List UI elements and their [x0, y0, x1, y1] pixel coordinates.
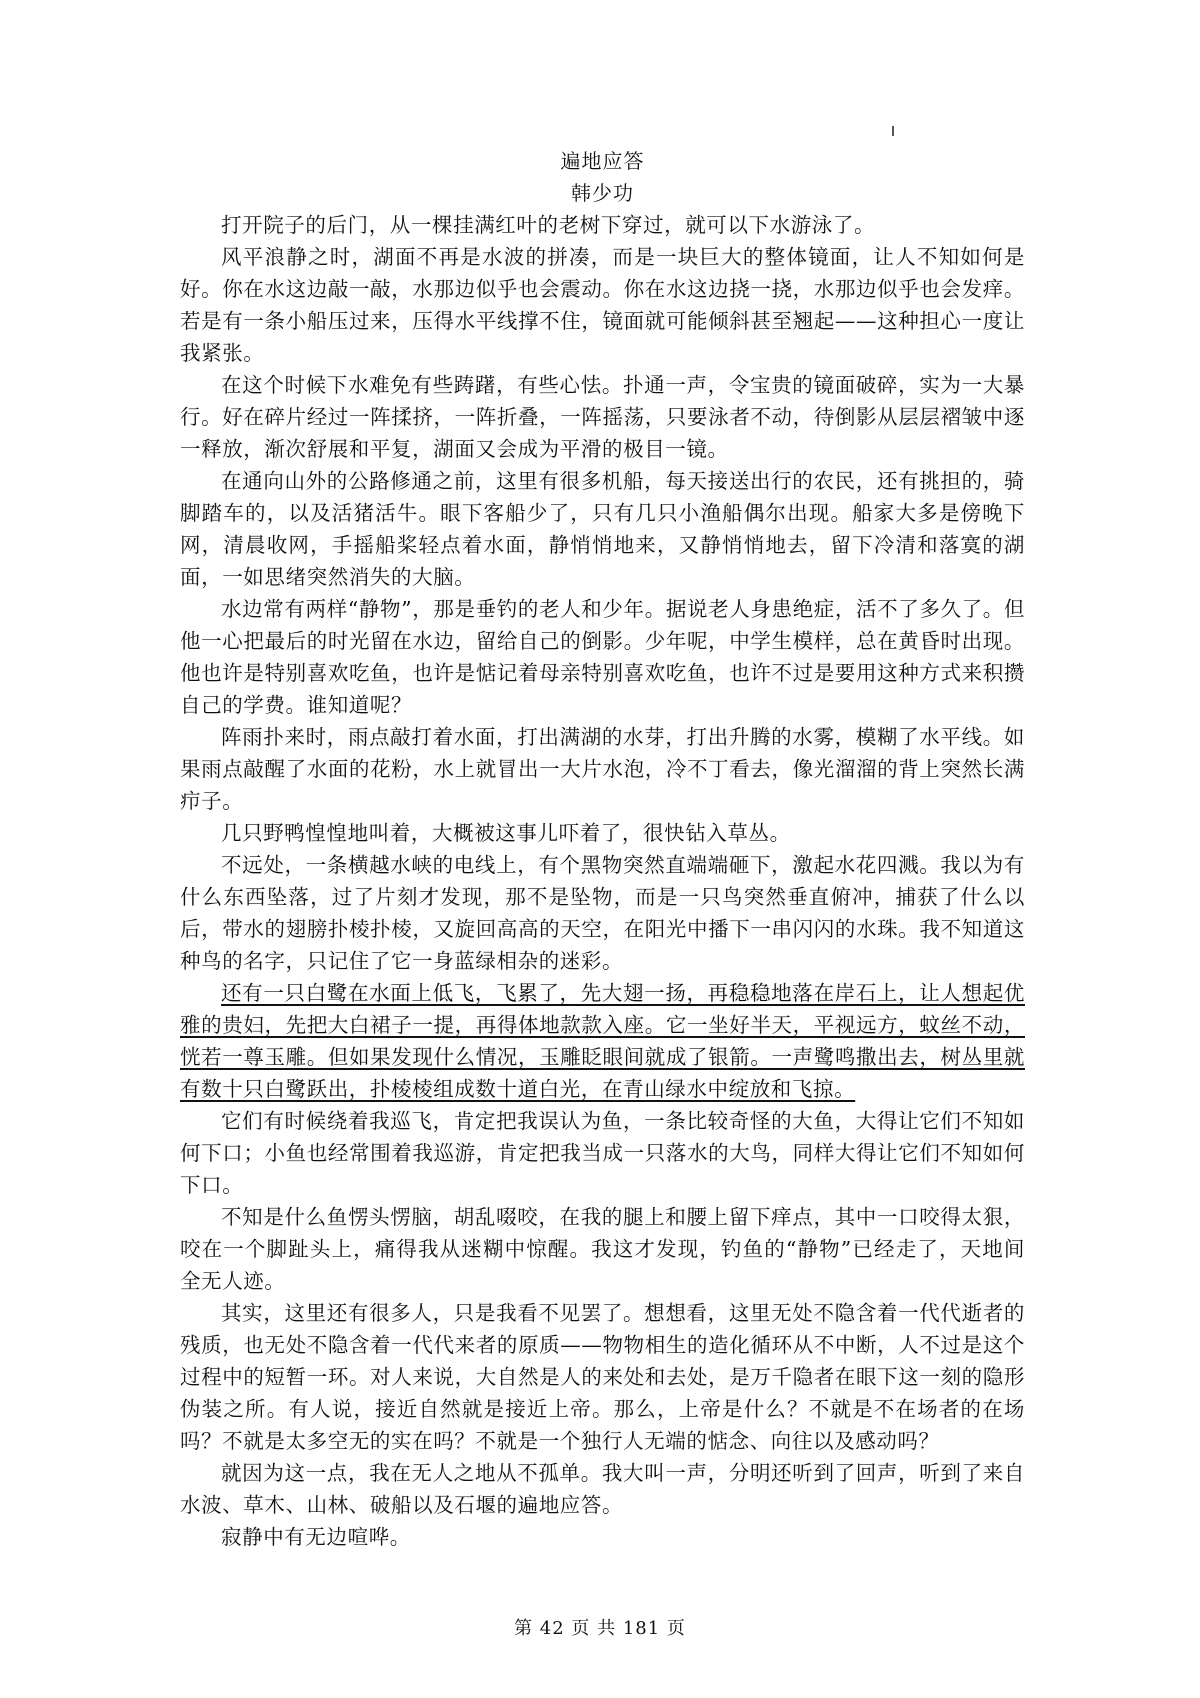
article-title: 遍地应答 [560, 149, 645, 173]
underlined-paragraph: 还有一只白鹭在水面上低飞，飞累了，先大翅一扬，再稳稳地落在岸石上，让人想起优雅的贵妇，先把大白裙子一提，再得体地款款入座。它一坐好半天，平视远方，蚊丝不动，恍若一尊玉雕。但如果发现什么情况，玉雕眨眼间就成了银箭。一声鹭鸣撒出去，树丛里就有数十只白鹭跃出，扑棱棱组成数十道白光，在青山绿水中绽放和飞掠。 [180, 981, 1025, 1101]
paragraph: 阵雨扑来时，雨点敲打着水面，打出满湖的水芽，打出升腾的水雾，模糊了水平线。如果雨点敲醒了水面的花粉，水上就冒出一大片水泡，冷不丁看去，像光溜溜的背上突然长满疖子。 [180, 725, 1025, 813]
paragraph: 打开院子的后门，从一棵挂满红叶的老树下穿过，就可以下水游泳了。 [221, 213, 876, 237]
article-author: 韩少功 [571, 181, 634, 205]
article-body [180, 209, 1025, 1553]
margin-mark [892, 126, 894, 136]
paragraph: 寂静中有无边喧哗。 [221, 1525, 411, 1549]
paragraph: 不知是什么鱼愣头愣脑，胡乱啜咬，在我的腿上和腰上留下痒点，其中一口咬得太狠，咬在一个脚趾头上，痛得我从迷糊中惊醒。我这才发现，钓鱼的“静物”已经走了，天地间全无人迹。 [180, 1205, 1025, 1293]
paragraph: 就因为这一点，我在无人之地从不孤单。我大叫一声，分明还听到了回声，听到了来自水波、草木、山林、破船以及石堰的遍地应答。 [180, 1461, 1025, 1517]
paragraph: 其实，这里还有很多人，只是我看不见罢了。想想看，这里无处不隐含着一代代逝者的残质，也无处不隐含着一代代来者的原质——物物相生的造化循环从不中断，人不过是这个过程中的短暂一环。对人来说，大自然是人的来处和去处，是万千隐者在眼下这一刻的隐形伪装之所。有人说，接近自然就是接近上帝。那么，上帝是什么？不就是不在场者的在场吗？不就是太多空无的实在吗？不就是一个独行人无端的惦念、向往以及感动吗？ [180, 1301, 1025, 1453]
paragraph: 不远处，一条横越水峡的电线上，有个黑物突然直端端砸下，激起水花四溅。我以为有什么东西坠落，过了片刻才发现，那不是坠物，而是一只鸟突然垂直俯冲，捕获了什么以后，带水的翅膀扑棱扑棱，又旋回高高的天空，在阳光中播下一串闪闪的水珠。我不知道这种鸟的名字，只记住了它一身蓝绿相杂的迷彩。 [180, 853, 1025, 973]
paragraph: 水边常有两样“静物”，那是垂钓的老人和少年。据说老人身患绝症，活不了多久了。但他一心把最后的时光留在水边，留给自己的倒影。少年呢，中学生模样，总在黄昏时出现。他也许是特别喜欢吃鱼，也许是惦记着母亲特别喜欢吃鱼，也许不过是要用这种方式来积攒自己的学费。谁知道呢？ [180, 597, 1025, 717]
paragraph: 它们有时候绕着我巡飞，肯定把我误认为鱼，一条比较奇怪的大鱼，大得让它们不知如何下口；小鱼也经常围着我巡游，肯定把我当成一只落水的大鸟，同样大得让它们不知如何下口。 [180, 1109, 1025, 1197]
paragraph: 在通向山外的公路修通之前，这里有很多机船，每天接送出行的农民，还有挑担的，骑脚踏车的，以及活猪活牛。眼下客船少了，只有几只小渔船偶尔出现。船家大多是傍晚下网，清晨收网，手摇船桨轻点着水面，静悄悄地来，又静悄悄地去，留下冷清和落寞的湖面，一如思绪突然消失的大脑。 [180, 469, 1025, 589]
paragraph: 在这个时候下水难免有些踌躇，有些心怯。扑通一声，令宝贵的镜面破碎，实为一大暴行。好在碎片经过一阵揉挤，一阵折叠，一阵摇荡，只要泳者不动，待倒影从层层褶皱中逐一释放，渐次舒展和平复，湖面又会成为平滑的极目一镜。 [180, 373, 1025, 461]
page-footer: 第 42 页 共 181 页 [514, 1618, 686, 1639]
paragraph: 风平浪静之时，湖面不再是水波的拼凑，而是一块巨大的整体镜面，让人不知如何是好。你在水这边敲一敲，水那边似乎也会震动。你在水这边挠一挠，水那边似乎也会发痒。若是有一条小船压过来，压得水平线撑不住，镜面就可能倾斜甚至翘起——这种担心一度让我紧张。 [180, 245, 1025, 365]
document-page [180, 145, 1025, 1553]
paragraph: 几只野鸭惶惶地叫着，大概被这事儿吓着了，很快钻入草丛。 [221, 821, 791, 845]
